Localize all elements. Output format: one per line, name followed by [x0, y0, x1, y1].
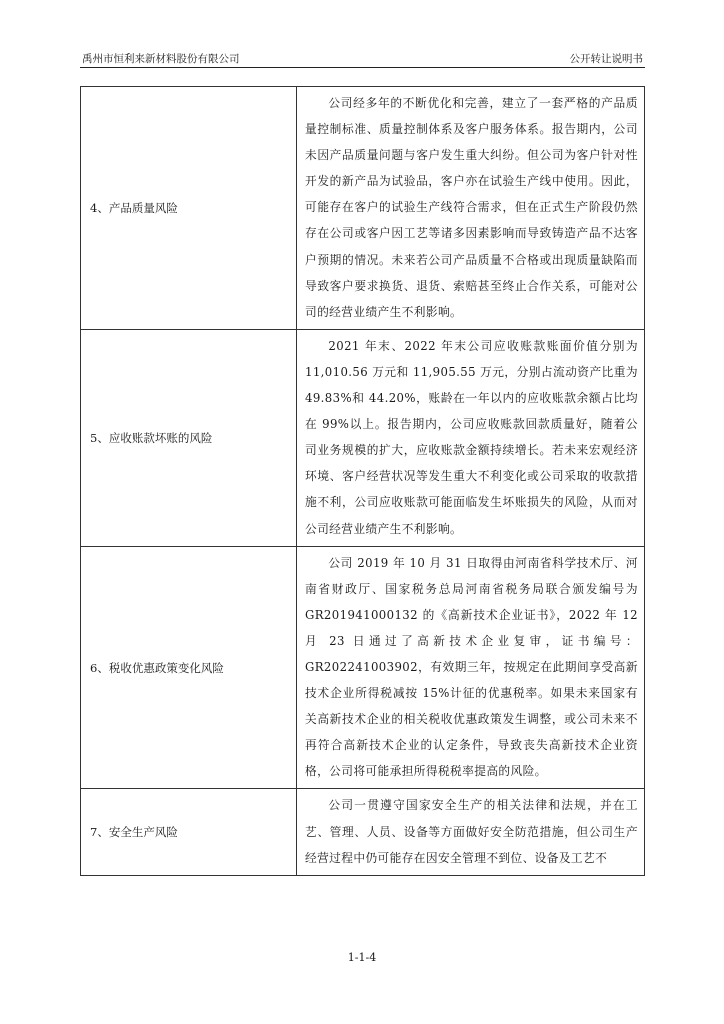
page-header: [80, 50, 645, 68]
company-name: 禹州市恒利来新材料股份有限公司: [82, 53, 240, 65]
risk-name: 4、产品质量风险: [81, 87, 297, 330]
table-row: [81, 789, 645, 875]
risk-description: 公司经多年的不断优化和完善，建立了一套严格的产品质量控制标准、质量控制体系及客户服务体系。报告期内，公司未因产品质量问题与客户发生重大纠纷。但公司为客户针对性开发的新产品为试验品，客户亦在试验生产线中使用。因此，可能存在客户的试验生产线符合需求，但在正式生产阶段仍然存在公司或客户因工艺等诸多因素影响而导致铸造产品不达客户预期的情况。未来若公司产品质量不合格或出现质量缺陷而导致客户要求换货、退货、索赔甚至终止合作关系，可能对公司的经营业绩产生不利影响。: [297, 87, 645, 330]
header-divider: [80, 67, 645, 68]
table-row: [81, 329, 645, 546]
risk-description: 2021 年末、2022 年末公司应收账款账面价值分别为 11,010.56 万元和 11,905.55 万元，分别占流动资产比重为 49.83%和 44.20%，账龄在一年以内的应收账款余额占比均在 99%以上。报告期内，公司应收账款回款质量好，随着公司业务规模的扩大，应收账款金额持续增长。若未来宏观经济环境、客户经营状况等发生重大不利变化或公司采取的收款措施不利，公司应收账款可能面临发生坏账损失的风险，从而对公司经营业绩产生不利影响。: [297, 329, 645, 546]
risk-name: 5、应收账款坏账的风险: [81, 329, 297, 546]
risk-table: [80, 86, 645, 876]
risk-name: 6、税收优惠政策变化风险: [81, 546, 297, 789]
risk-name: 7、安全生产风险: [81, 789, 297, 875]
page-number: 1-1-4: [347, 951, 377, 964]
document-type: 公开转让说明书: [569, 53, 643, 65]
table-row: [81, 87, 645, 330]
risk-description: 公司 2019 年 10 月 31 日取得由河南省科学技术厅、河南省财政厅、国家税务总局河南省税务局联合颁发编号为 GR201941000132 的《高新技术企业证书》，2022 年 12 月 23 日通过了高新技术企业复审，证书编号：GR202241003902，有效期三年，按规定在此期间享受高新技术企业所得税减按 15%计征的优惠税率。如果未来国家有关高新技术企业的相关税收优惠政策发生调整，或公司未来不再符合高新技术企业的认定条件，导致丧失高新技术企业资格，公司将可能承担所得税税率提高的风险。: [297, 546, 645, 789]
table-row: [81, 546, 645, 789]
risk-description: 公司一贯遵守国家安全生产的相关法律和法规，并在工艺、管理、人员、设备等方面做好安全防范措施，但公司生产经营过程中仍可能存在因安全管理不到位、设备及工艺不: [297, 789, 645, 875]
